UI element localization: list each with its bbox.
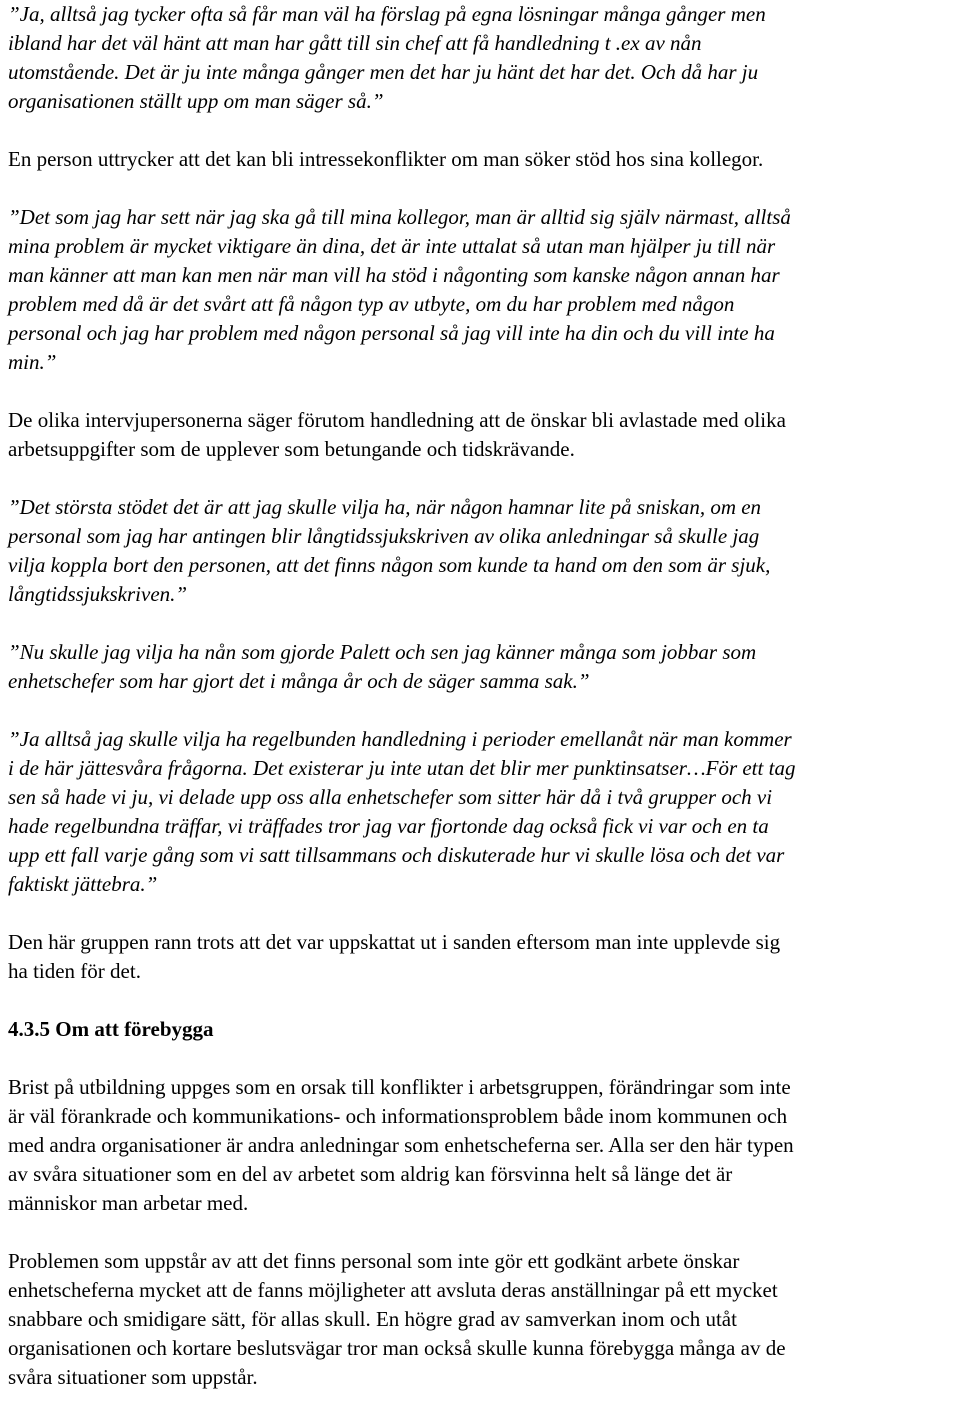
- body-paragraph: Problemen som uppstår av att det finns personal som inte gör ett godkänt arbete önskar enhetscheferna mycket att de fanns möjligheter att avsluta deras anställningar på ett mycket snabbare och smidigare sätt, för allas skull. En högre grad av samverkan inom och utåt organisationen och kortare beslutsvägar tror man också skulle kunna förebygga många av de svåra situationer som uppstår.: [8, 1249, 786, 1389]
- quote-paragraph: ”Nu skulle jag vilja ha nån som gjorde Palett och sen jag känner många som jobbar som enhetschefer som har gjort det i många år och de säger samma sak.”: [8, 640, 757, 693]
- quote-paragraph: ”Det största stödet det är att jag skulle vilja ha, när någon hamnar lite på sniskan, om en personal som jag har antingen blir långtidssjukskriven av olika anledningar så skulle jag vilja koppla bort den personen, att det finns någon som kunde ta hand om den som är sjuk, långtidssjukskriven.”: [8, 495, 771, 606]
- quote-paragraph: ”Ja, alltså jag tycker ofta så får man väl ha förslag på egna lösningar många gånger men ibland har det väl hänt att man har gått till sin chef att få handledning t .ex av nån utomstående. Det är ju inte många gånger men det har ju hänt det har det. Och då har ju organisationen ställt upp om man säger så.”: [8, 2, 766, 113]
- body-paragraph: En person uttrycker att det kan bli intressekonflikter om man söker stöd hos sina kollegor.: [8, 147, 764, 171]
- document-page: [8, 0, 958, 1421]
- quote-paragraph: ”Det som jag har sett när jag ska gå till mina kollegor, man är alltid sig själv närmast, alltså mina problem är mycket viktigare än dina, det är inte uttalat så utan man hjälper ju till när man känner att man kan men när man vill ha stöd i någonting som kanske någon annan har problem med då är det svårt att få någon typ av utbyte, om du har problem med någon personal och jag har problem med någon personal så jag vill inte ha din och du vill inte ha min.”: [8, 205, 791, 374]
- quote-paragraph: ”Ja alltså jag skulle vilja ha regelbunden handledning i perioder emellanåt när man kommer i de här jättesvåra frågorna. Det existerar ju inte utan det blir mer punktinsatser…För ett tag sen så hade vi ju, vi delade upp oss alla enhetschefer som sitter här då i två grupper och vi hade regelbundna träffar, vi träffades tror jag var fjortonde dag också fick vi var och en ta upp ett fall varje gång som vi satt tillsammans och diskuterade hur vi skulle lösa och det var faktiskt jättebra.”: [8, 727, 796, 896]
- body-paragraph: De olika intervjupersonerna säger förutom handledning att de önskar bli avlastade med olika arbetsuppgifter som de upplever som betungande och tidskrävande.: [8, 408, 786, 461]
- body-paragraph: Brist på utbildning uppges som en orsak till konflikter i arbetsgruppen, förändringar som inte är väl förankrade och kommunikations- och informationsproblem både inom kommunen och med andra organisationer är andra anledningar som enhetscheferna ser. Alla ser den här typen av svåra situationer som en del av arbetet som aldrig kan försvinna helt så länge det är människor man arbetar med.: [8, 1075, 794, 1215]
- section-heading: 4.3.5 Om att förebygga: [8, 1017, 214, 1041]
- body-paragraph: Den här gruppen rann trots att det var uppskattat ut i sanden eftersom man inte upplevde sig ha tiden för det.: [8, 930, 781, 983]
